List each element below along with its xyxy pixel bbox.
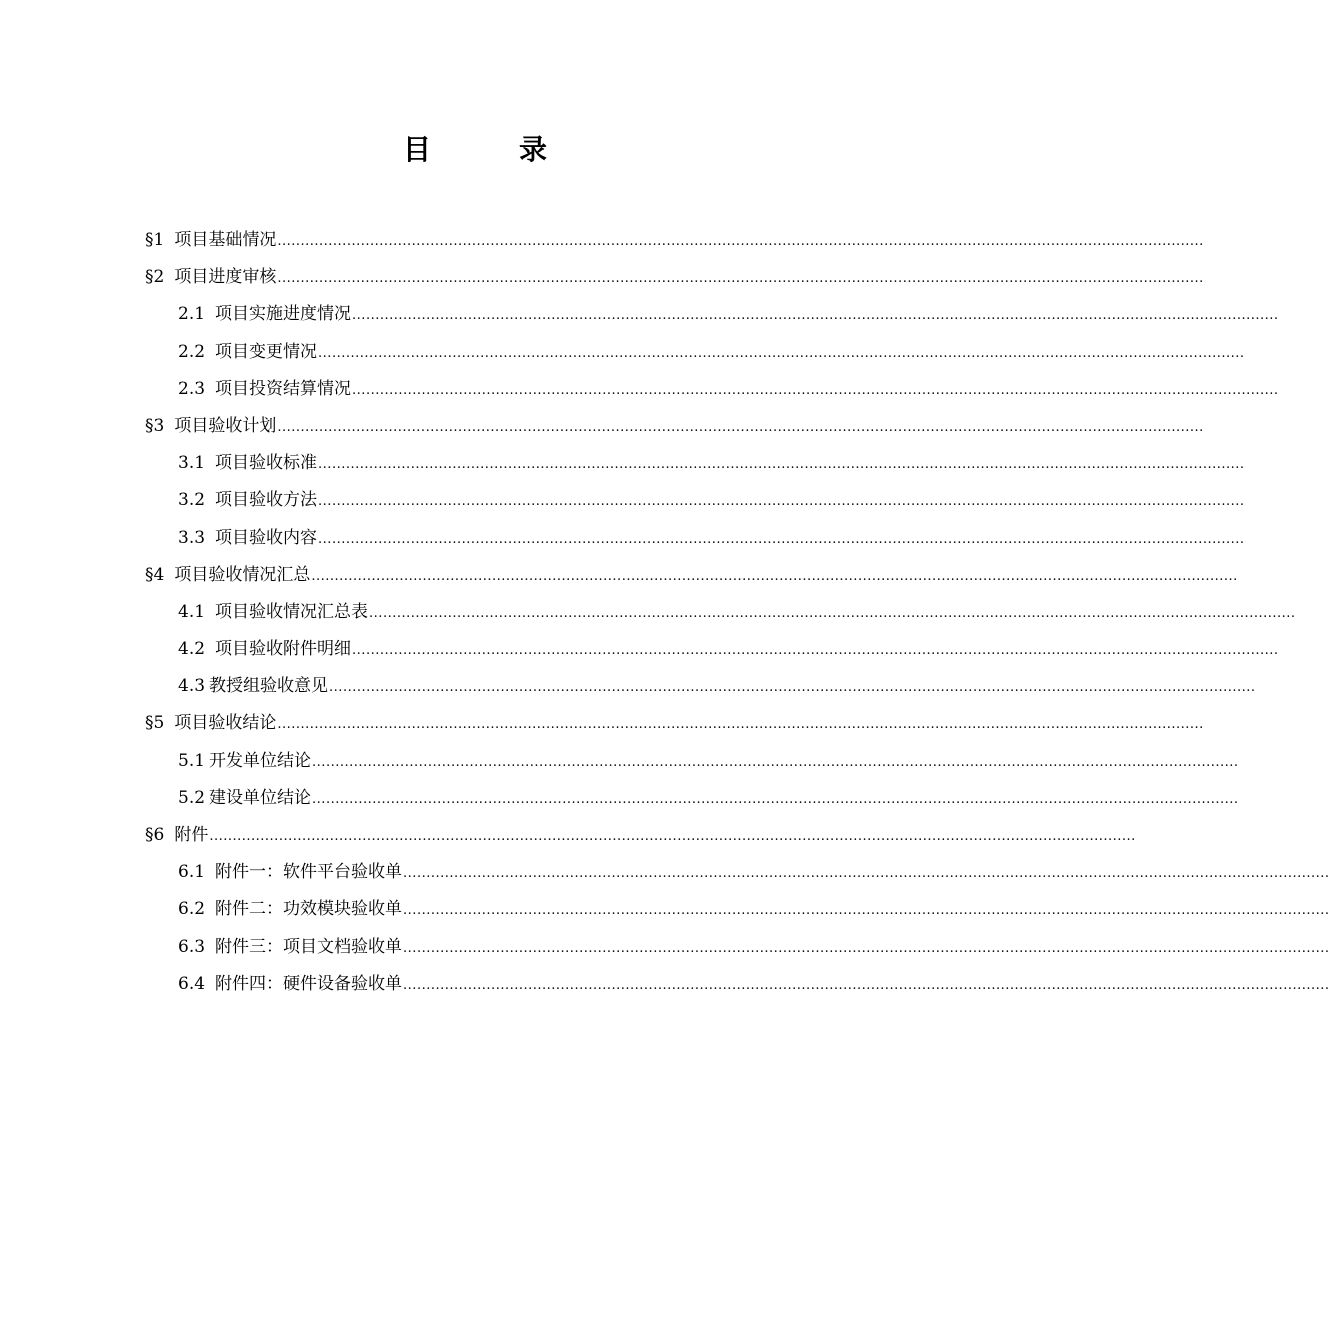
toc-entry[interactable] [145, 557, 1238, 594]
toc-dot-leader: ........................................................................................................................................................................................................ [277, 234, 1204, 249]
toc-entry[interactable] [145, 371, 1279, 408]
toc-entry-label: 项目投资结算情况 [215, 378, 352, 399]
toc-dot-leader: ........................................................................................................................................................................................................ [318, 457, 1245, 473]
toc-dot-leader: ........................................................................................................................................................................................................ [209, 829, 1136, 844]
toc-entry-label: 项目变更情况 [215, 341, 318, 362]
toc-entry[interactable] [145, 929, 1330, 966]
toc-entry-number: 4.3 [178, 676, 206, 697]
toc-entry[interactable] [145, 222, 1204, 259]
toc-dot-leader: ........................................................................................................................................................................................................ [403, 903, 1330, 919]
toc-dot-leader: ........................................................................................................................................................................................................ [318, 494, 1245, 510]
toc-entry-label: 附件三：项目文档验收单 [215, 936, 403, 957]
toc-entry-label: 教授组验收意见 [209, 676, 329, 697]
toc-entry[interactable] [145, 854, 1330, 891]
toc-entry-number: §2 [145, 267, 165, 288]
toc-entry[interactable] [145, 296, 1279, 333]
toc-dot-leader: ........................................................................................................................................................................................................ [403, 940, 1330, 956]
toc-entry[interactable] [145, 780, 1239, 817]
toc-dot-leader: ........................................................................................................................................................................................................ [352, 308, 1279, 324]
toc-dot-leader: ........................................................................................................................................................................................................ [369, 605, 1296, 621]
toc-entry-number: 2.1 [178, 304, 206, 325]
toc-entry-number: 6.4 [178, 973, 206, 994]
toc-entry-label: 附件一：软件平台验收单 [215, 862, 403, 883]
toc-entry-number: §3 [145, 415, 165, 436]
toc-entry[interactable] [145, 482, 1245, 519]
toc-dot-leader: ........................................................................................................................................................................................................ [352, 382, 1279, 398]
toc-entry-label: 附件二：功效模块验收单 [215, 899, 403, 920]
toc-entry-number: §1 [145, 230, 165, 250]
toc-dot-leader: ........................................................................................................................................................................................................ [277, 419, 1204, 435]
toc-entry-number: 3.2 [178, 490, 206, 511]
toc-dot-leader: ........................................................................................................................................................................................................ [352, 643, 1279, 659]
toc-entry-number: §5 [145, 713, 165, 734]
toc-entry-label: 项目验收结论 [174, 713, 277, 734]
toc-entry-label: 项目验收内容 [215, 527, 318, 548]
toc-dot-leader: ........................................................................................................................................................................................................ [329, 680, 1256, 696]
toc-entry-label: 项目验收情况汇总 [174, 564, 311, 585]
toc-entry-number: 2.2 [178, 341, 206, 362]
toc-entry-number: 4.2 [178, 639, 206, 660]
toc-entry[interactable] [145, 408, 1204, 445]
toc-dot-leader: ........................................................................................................................................................................................................ [318, 345, 1245, 361]
toc-dot-leader: ........................................................................................................................................................................................................ [403, 866, 1330, 882]
toc-entry[interactable] [145, 520, 1245, 557]
toc-entry-label: 项目验收附件明细 [215, 639, 352, 660]
toc-entry-number: 4.1 [178, 601, 206, 622]
toc-entry[interactable] [145, 445, 1245, 482]
toc-entry[interactable] [145, 334, 1245, 371]
toc-entry-label: 项目验收方法 [215, 490, 318, 511]
toc-entry-label: 项目进度审核 [174, 267, 277, 288]
toc-dot-leader: ........................................................................................................................................................................................................ [277, 271, 1204, 287]
toc-entry[interactable] [145, 817, 1136, 854]
toc-entry-number: 6.3 [178, 936, 206, 957]
toc-entry-number: §4 [145, 564, 165, 585]
toc-dot-leader: ........................................................................................................................................................................................................ [318, 531, 1245, 547]
toc-entry-label: 项目验收标准 [215, 453, 318, 474]
toc-entry[interactable] [145, 966, 1330, 1003]
toc-entry-number: 2.3 [178, 378, 206, 399]
toc-entry[interactable] [145, 259, 1204, 296]
toc-entry-number: 3.3 [178, 527, 206, 548]
toc-list [145, 222, 1330, 1003]
toc-dot-leader: ........................................................................................................................................................................................................ [312, 754, 1239, 770]
toc-entry[interactable] [145, 891, 1330, 928]
toc-dot-leader: ........................................................................................................................................................................................................ [312, 791, 1239, 807]
toc-entry-number: §6 [145, 825, 165, 845]
toc-entry-number: 5.1 [178, 750, 206, 771]
toc-entry-number: 5.2 [178, 787, 206, 808]
toc-dot-leader: ........................................................................................................................................................................................................ [277, 717, 1204, 733]
toc-entry-label: 开发单位结论 [209, 750, 312, 771]
toc-entry-label: 附件 [174, 825, 209, 845]
toc-entry-label: 项目基础情况 [174, 230, 277, 250]
toc-entry-number: 6.1 [178, 862, 206, 883]
toc-entry-label: 项目验收情况汇总表 [215, 601, 369, 622]
toc-dot-leader: ........................................................................................................................................................................................................ [403, 977, 1330, 993]
toc-entry[interactable] [145, 705, 1204, 742]
toc-dot-leader: ........................................................................................................................................................................................................ [311, 568, 1238, 584]
toc-entry-number: 3.1 [178, 453, 206, 474]
toc-entry[interactable] [145, 743, 1239, 780]
toc-entry-number: 6.2 [178, 899, 206, 920]
toc-title: 目 录 [402, 133, 577, 166]
toc-entry-label: 项目验收计划 [174, 415, 277, 436]
toc-entry[interactable] [145, 668, 1256, 705]
toc-entry[interactable] [145, 594, 1296, 631]
toc-entry[interactable] [145, 631, 1279, 668]
toc-entry-label: 附件四：硬件设备验收单 [215, 973, 403, 994]
toc-entry-label: 项目实施进度情况 [215, 304, 352, 325]
toc-entry-label: 建设单位结论 [209, 787, 312, 808]
